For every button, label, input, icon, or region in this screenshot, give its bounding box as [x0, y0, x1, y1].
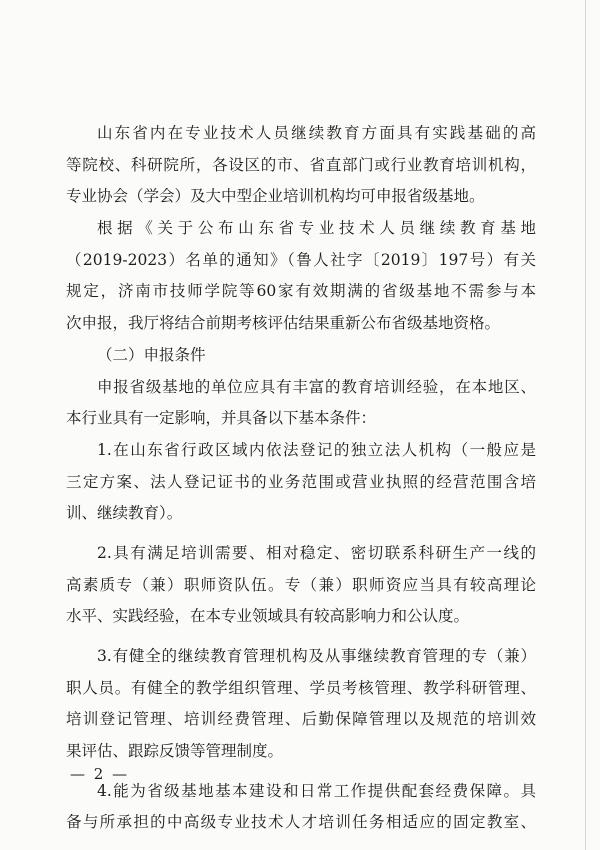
paragraph-line: （2019-2023）名单的通知》（鲁人社字〔2019〕197号）有关 — [66, 250, 536, 269]
page-number: — 2 — — [70, 765, 130, 783]
document-body — [66, 118, 536, 839]
paragraph-line: 培训登记管理、培训经费管理、后勤保障管理以及规范的培训效 — [66, 710, 536, 729]
paragraph-line: 三定方案、法人登记证书的业务范围或营业执照的经营范围含培 — [66, 472, 536, 491]
paragraph-line: 高素质专（兼）职师资队伍。专（兼）职师资应当具有较高理论 — [66, 575, 536, 594]
paragraph-line: 根据《关于公布山东省专业技术人员继续教育基地 — [97, 219, 536, 238]
section-heading: （二）申报条件 — [97, 345, 206, 364]
paragraph-line: 专业协会（学会）及大中型企业培训机构均可申报省级基地。 — [66, 187, 485, 206]
paragraph-line: 4.能为省级基地基本建设和日常工作提供配套经费保障。具 — [97, 781, 536, 800]
paragraph-line: 备与所承担的中高级专业技术人才培训任务相适应的固定教室、 — [66, 813, 536, 832]
paragraph-line: 等院校、科研院所，各设区的市、省直部门或行业教育培训机构， — [66, 155, 536, 174]
page-edge-line — [585, 0, 586, 850]
paragraph-line: 本行业具有一定影响，并具备以下基本条件： — [66, 409, 377, 428]
paragraph-line: 3.有健全的继续教育管理机构及从事继续教育管理的专（兼） — [97, 647, 536, 665]
paragraph-line: 2.具有满足培训需要、相对稳定、密切联系科研生产一线的 — [97, 543, 536, 562]
paragraph-line: 1.在山东省行政区域内依法登记的独立法人机构（一般应是 — [97, 440, 536, 459]
paragraph-line: 申报省级基地的单位应具有丰富的教育培训经验，在本地区、 — [97, 377, 536, 396]
paragraph-line: 水平、实践经验，在本专业领域具有较高影响力和公认度。 — [66, 607, 470, 626]
paragraph-line: 山东省内在专业技术人员继续教育方面具有实践基础的高 — [97, 124, 536, 142]
paragraph-line: 果评估、跟踪反馈等管理制度。 — [66, 742, 284, 761]
paragraph-line: 训、继续教育）。 — [66, 504, 183, 523]
paragraph-line: 规定，济南市技师学院等60家有效期满的省级基地不需参与本 — [66, 282, 536, 301]
paragraph-line: 职人员。有健全的教学组织管理、学员考核管理、教学科研管理、 — [66, 678, 536, 697]
paragraph-line: 次申报，我厅将结合前期考核评估结果重新公布省级基地资格。 — [66, 314, 501, 333]
